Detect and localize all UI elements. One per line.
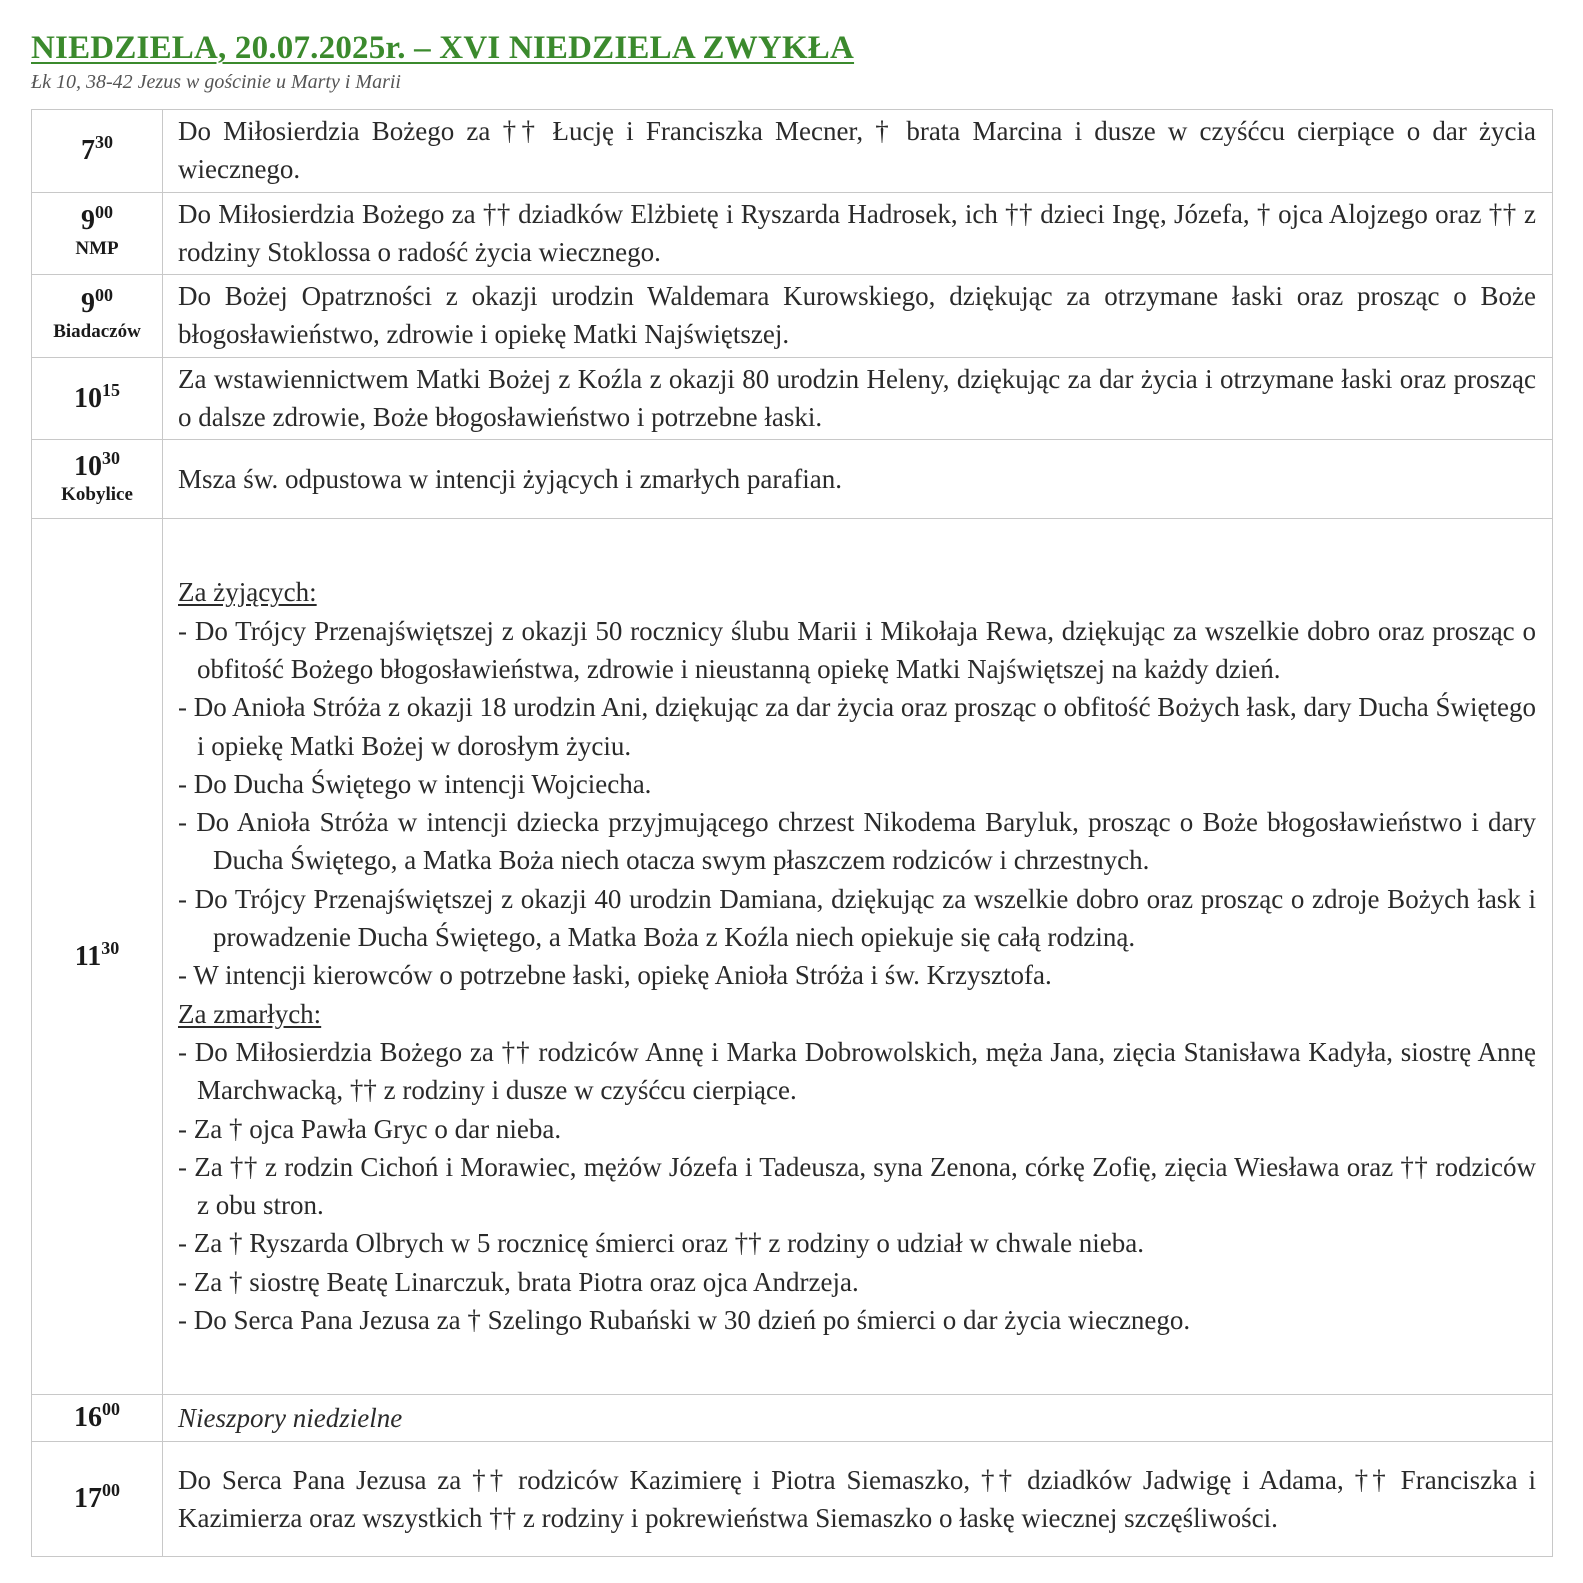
table-row (32, 192, 1553, 275)
table-row (32, 110, 1553, 193)
mass-time: $9^{00}$ Biadaczów (32, 275, 163, 358)
list-item: - Za † siostrę Beatę Linarczuk, brata Piotra oraz ojca Andrzeja. (178, 1266, 859, 1297)
mass-intention: Do Miłosierdzia Bożego za †† Łucję i Franciszka Mecner, † brata Marcina i dusze w czyśćcu cierpiące o dar życia wiecznego. (163, 110, 1553, 193)
mass-time: $7^{30}$ (32, 110, 163, 193)
table-row (32, 1442, 1553, 1557)
mass-location: Kobylice (61, 484, 133, 506)
mass-intention: Nieszpory niedzielne (163, 1395, 1553, 1442)
mass-intention: Za wstawiennictwem Matki Bożej z Koźla z okazji 80 urodzin Heleny, dziękując za dar życia i otrzymane łaski oraz prosząc o dalsze zdrowie, Boże błogosławieństwo i potrzebne łaski. (163, 357, 1553, 440)
list-item: - Do Anioła Stróża z okazji 18 urodzin Ani, dziękując za dar życia oraz prosząc o obfitość Bożych łask, dary Ducha Świętego i opiekę Matki Bożej w dorosłym życiu. (178, 692, 1536, 761)
mass-time: $11^{30}$ (32, 519, 163, 1395)
list-item: - Za † ojca Pawła Gryc o dar nieba. (178, 1113, 562, 1144)
list-item: - Do Miłosierdzia Bożego za †† rodziców Annę i Marka Dobrowolskich, męża Jana, zięcia Stanisława Kadyła, siostrę Annę Marchwacką, †† z rodziny i dusze w czyśćcu cierpiące. (178, 1036, 1536, 1106)
mass-time: $9^{00}$ NMP (32, 192, 163, 275)
mass-location: Biadaczów (53, 320, 141, 342)
mass-time: $17^{00}$ (32, 1442, 163, 1557)
mass-time: $10^{30}$ Kobylice (32, 440, 163, 519)
mass-intention (163, 519, 1553, 1395)
mass-time: $16^{00}$ (32, 1395, 163, 1442)
list-item: - Za † Ryszarda Olbrych w 5 rocznicę śmierci oraz †† z rodziny o udział w chwale nieba. (178, 1228, 1145, 1259)
page (31, 28, 1553, 1533)
table-row (32, 519, 1553, 1395)
page-title: NIEDZIELA, 20.07.2025r. – XVI NIEDZIELA ZWYKŁA (31, 30, 855, 66)
list-item: - Do Trójcy Przenajświętszej z okazji 40 urodzin Damiana, dziękując za wszelkie dobro oraz prosząc o zdroje Bożych łask i prowadzenie Ducha Świętego, a Matka Boża z Koźla niech opiekuje się całą rodziną. (178, 883, 1536, 953)
mass-intention: Do Miłosierdzia Bożego za †† dziadków Elżbietę i Ryszarda Hadrosek, ich †† dzieci Ingę, Józefa, † ojca Alojzego oraz †† z rodziny Stoklossa o radość życia wiecznego. (163, 192, 1553, 275)
table-row (32, 275, 1553, 358)
list-item: - Do Ducha Świętego w intencji Wojciecha. (178, 768, 652, 799)
list-item: - Do Serca Pana Jezusa za † Szelingo Rubański w 30 dzień po śmierci o dar życia wiecznego. (178, 1305, 1191, 1336)
mass-intention: Do Bożej Opatrzności z okazji urodzin Waldemara Kurowskiego, dziękując za otrzymane łaski oraz prosząc o Boże błogosławieństwo, zdrowie i opiekę Matki Najświętszej. (163, 275, 1553, 358)
gospel-reading: Łk 10, 38-42 Jezus w gościnie u Marty i Marii (31, 71, 401, 93)
list-item: - Do Anioła Stróża w intencji dziecka przyjmującego chrzest Nikodema Baryluk, prosząc o Boże błogosławieństwo i dary Ducha Świętego, a Matka Boża niech otacza swym płaszczem rodziców i chrzestnych. (178, 807, 1536, 876)
deceased-section-label: Za zmarłych: (178, 998, 322, 1029)
mass-location: NMP (75, 238, 119, 260)
table-row (32, 440, 1553, 519)
living-section-label: Za żyjących: (178, 577, 317, 608)
mass-intention: Msza św. odpustowa w intencji żyjących i zmarłych parafian. (163, 440, 1553, 519)
list-item: - W intencji kierowców o potrzebne łaski, opiekę Anioła Stróża i św. Krzysztofa. (178, 960, 1052, 991)
list-item: - Za †† z rodzin Cichoń i Morawiec, mężów Józefa i Tadeusza, syna Zenona, córkę Zofię, zięcia Wiesława oraz †† rodziców z obu stron. (178, 1151, 1536, 1221)
mass-time: $10^{15}$ (32, 357, 163, 440)
list-item: - Do Trójcy Przenajświętszej z okazji 50 rocznicy ślubu Marii i Mikołaja Rewa, dziękując za wszelkie dobro oraz prosząc o obfitość Bożego błogosławieństwa, zdrowie i nieustanną opiekę Matki Najświętszej na każdy dzień. (178, 615, 1536, 684)
mass-intention: Do Serca Pana Jezusa za †† rodziców Kazimierę i Piotra Siemaszko, †† dziadków Jadwigę i Adama, †† Franciszka i Kazimierza oraz wszystkich †† z rodziny i pokrewieństwa Siemaszko o łaskę wiecznej szczęśliwości. (163, 1442, 1553, 1557)
table-row (32, 1395, 1553, 1442)
table-row (32, 357, 1553, 440)
mass-schedule-table (31, 109, 1553, 1557)
